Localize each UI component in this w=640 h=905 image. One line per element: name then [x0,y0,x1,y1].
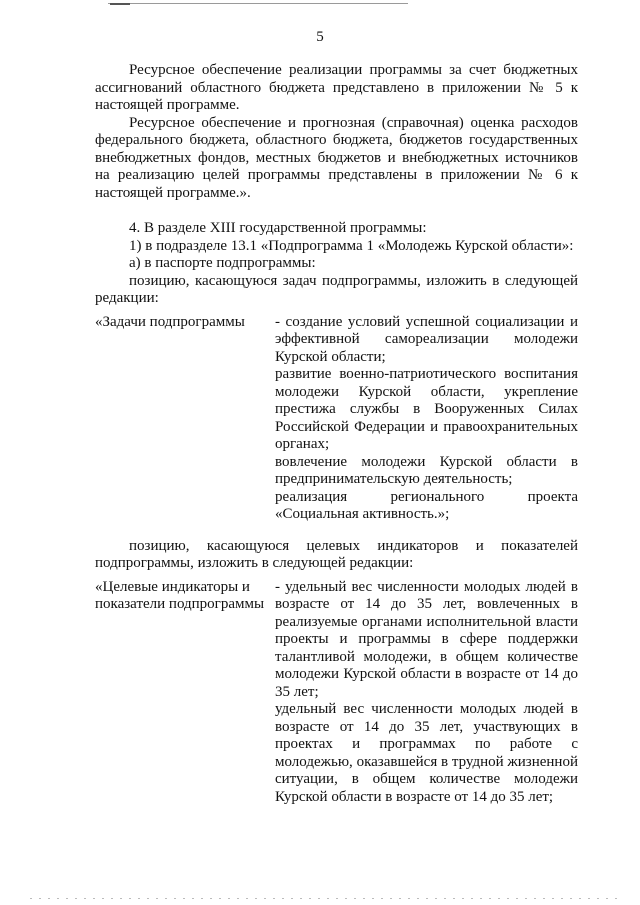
indicators-list [275,579,578,807]
scan-top-line [108,3,408,4]
tasks-label: «Задачи подпрограммы [95,313,245,330]
tasks-list [275,314,578,524]
paragraph-resource-regional: Ресурсное обеспечение реализации программы за счет бюджетных ассигнований областного бюджета представлено в приложении № 5 к настоящей программе. [95,62,578,113]
task-item: вовлечение молодежи Курской области в предпринимательскую деятельность; [275,453,578,487]
spacer [95,202,578,220]
scan-top-mark [110,3,130,5]
tasks-intro: позицию, касающуюся задач подпрограммы, изложить в следующей редакции: [95,272,578,306]
subsection-item-a: а) в паспорте подпрограммы: [129,255,316,271]
scan-bottom-noise [30,898,620,899]
spacer [95,524,578,538]
task-item: развитие военно-патриотического воспитания молодежи Курской области, укрепление престижа службы в Вооруженных Силах Российской Федерации и правоохранительных органах; [275,366,578,452]
indicator-item: удельный вес численности молодых людей в возрасте от 14 до 35 лет, участвующих в проектах и программах по работе с молодежью, оказавшейся в трудной жизненной ситуации, в общем количестве молодежи Курской области в возрасте от 14 до 35 лет; [275,701,578,805]
indicators-row [95,579,578,807]
indicators-intro: позицию, касающуюся целевых индикаторов и показателей подпрограммы, изложить в следующей редакции: [95,537,578,571]
page-number: 5 [316,29,324,45]
task-item: реализация регионального проекта «Социальная активность.»; [275,488,578,522]
task-item: - создание условий успешной социализации и эффективной самореализации молодежи Курской области; [275,313,578,365]
indicators-label: «Целевые индикаторы и показатели подпрограммы [95,578,265,612]
tasks-row [95,314,578,524]
section-heading: 4. В разделе XIII государственной программы: [129,220,427,236]
subsection-item-1: 1) в подразделе 13.1 «Подпрограмма 1 «Молодежь Курской области»: [129,237,574,254]
indicator-item: - удельный вес численности молодых людей в возрасте от 14 до 35 лет, вовлеченных в реализуемые органами исполнительной власти проекты и программы в сфере поддержки талантливой молодежи, в общем количестве молодежи Курской области в возрасте от 14 до 35 лет; [275,578,578,700]
paragraph-resource-forecast: Ресурсное обеспечение и прогнозная (справочная) оценка расходов федерального бюджета, областного бюджета, бюджетов государственных внебюджетных фондов, местных бюджетов и внебюджетных источников на реализацию целей программы представлены в приложении № 6 к настоящей программе.». [95,114,578,201]
document-body [95,62,578,806]
